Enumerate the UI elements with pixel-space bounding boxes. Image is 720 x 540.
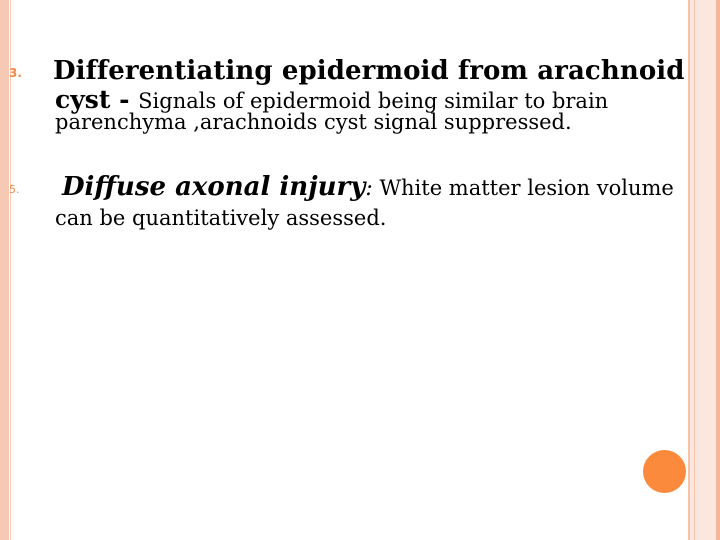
item-term: Diffuse axonal injury — [62, 172, 366, 202]
item-colon: : — [365, 176, 373, 201]
item-text: parenchyma ,arachnoids cyst signal suppressed. — [55, 110, 572, 134]
item-number: 3. — [9, 66, 22, 80]
item-heading-cont: cyst - — [55, 85, 139, 114]
right-border-line — [716, 0, 720, 540]
decorative-circle — [643, 450, 686, 493]
item-line — [62, 172, 674, 202]
item-number: 5. — [9, 183, 20, 196]
item-text: can be quantitatively assessed. — [55, 206, 387, 230]
left-border-line — [10, 0, 11, 540]
left-border — [0, 0, 9, 540]
right-border-line — [688, 0, 690, 540]
item-text: Signals of epidermoid being similar to brain — [138, 89, 609, 113]
right-border-line — [694, 0, 695, 540]
item-heading: Differentiating epidermoid from arachnoid — [53, 56, 685, 86]
item-text: White matter lesion volume — [372, 176, 674, 200]
